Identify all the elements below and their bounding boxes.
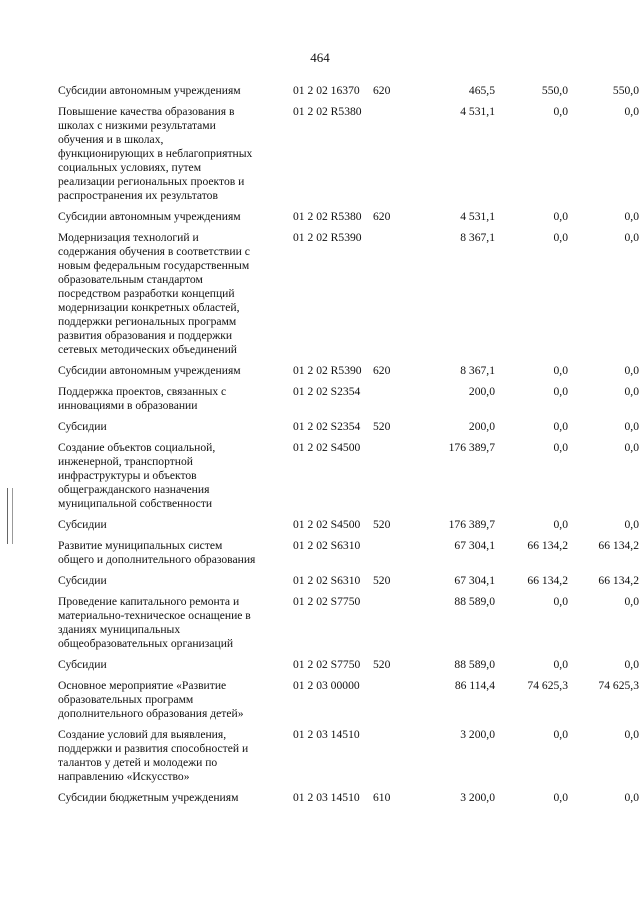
row-value-3: 74 625,3 — [598, 679, 639, 692]
table-row — [0, 518, 640, 532]
row-expense-type: 520 — [373, 574, 391, 587]
table-row — [0, 728, 640, 784]
row-expense-type — [373, 595, 397, 651]
row-code: 01 2 02 R5390 — [293, 364, 362, 377]
row-value-2: 0,0 — [553, 231, 568, 244]
row-expense-type — [373, 539, 397, 567]
table-row — [0, 441, 640, 511]
row-code: 01 2 02 R5380 — [293, 210, 362, 223]
row-code: 01 2 02 S4500 — [293, 518, 361, 531]
row-code: 01 2 02 R5390 — [293, 231, 362, 244]
row-name: Субсидии автономным учреждениям — [58, 364, 241, 377]
row-value-1: 86 114,4 — [454, 679, 495, 692]
row-value-1: 3 200,0 — [460, 728, 495, 741]
row-code: 01 2 03 00000 — [293, 679, 360, 692]
row-code: 01 2 02 S7750 — [293, 595, 361, 608]
row-value-3: 0,0 — [624, 210, 639, 223]
row-name: Субсидии — [58, 658, 107, 671]
table-row — [0, 791, 640, 805]
row-value-3: 0,0 — [624, 728, 639, 741]
row-value-2: 0,0 — [553, 441, 568, 454]
table-row — [0, 539, 640, 567]
table-row — [0, 595, 640, 651]
row-expense-type — [373, 105, 397, 203]
row-value-1: 176 389,7 — [448, 518, 495, 531]
table-row — [0, 385, 640, 413]
row-code: 01 2 02 S6310 — [293, 574, 361, 587]
row-value-2: 0,0 — [553, 210, 568, 223]
row-expense-type — [373, 679, 397, 721]
row-value-2: 66 134,2 — [527, 574, 568, 587]
row-value-1: 8 367,1 — [460, 364, 495, 377]
row-value-1: 88 589,0 — [454, 595, 495, 608]
row-value-1: 67 304,1 — [454, 539, 495, 552]
table-row — [0, 364, 640, 378]
row-expense-type: 520 — [373, 420, 391, 433]
row-value-2: 0,0 — [553, 105, 568, 118]
row-value-2: 550,0 — [541, 84, 568, 97]
row-value-1: 176 389,7 — [448, 441, 495, 454]
row-expense-type: 520 — [373, 518, 391, 531]
row-value-1: 8 367,1 — [460, 231, 495, 244]
page-number: 464 — [310, 50, 330, 65]
row-value-1: 465,5 — [468, 84, 495, 97]
row-name: Создание объектов социальной, инженерной, транспортной инфраструктуры и объектов общегражданского назначения муниципальной собственности — [58, 441, 216, 510]
row-value-3: 0,0 — [624, 791, 639, 804]
table-row — [0, 105, 640, 203]
row-code: 01 2 02 S7750 — [293, 658, 361, 671]
row-expense-type — [373, 728, 397, 784]
row-value-2: 66 134,2 — [527, 539, 568, 552]
row-value-3: 0,0 — [624, 658, 639, 671]
row-value-3: 550,0 — [612, 84, 639, 97]
row-name: Развитие муниципальных систем общего и дополнительного образования — [58, 539, 256, 566]
row-expense-type: 620 — [373, 210, 391, 223]
table-row — [0, 658, 640, 672]
row-code: 01 2 02 S2354 — [293, 385, 361, 398]
table-row — [0, 420, 640, 434]
table-row — [0, 679, 640, 721]
row-code: 01 2 02 16370 — [293, 84, 360, 97]
row-expense-type — [373, 231, 397, 357]
row-name: Субсидии автономным учреждениям — [58, 84, 241, 97]
row-name: Субсидии бюджетным учреждениям — [58, 791, 239, 804]
row-value-2: 0,0 — [553, 385, 568, 398]
row-name: Поддержка проектов, связанных с инновациями в образовании — [58, 385, 227, 412]
row-value-2: 0,0 — [553, 595, 568, 608]
row-code: 01 2 02 S4500 — [293, 441, 361, 454]
row-value-2: 0,0 — [553, 658, 568, 671]
row-name: Проведение капитального ремонта и материально-техническое оснащение в зданиях муниципальных общеобразовательных организаций — [58, 595, 251, 650]
row-expense-type: 620 — [373, 84, 391, 97]
row-value-2: 0,0 — [553, 518, 568, 531]
row-name: Модернизация технологий и содержания обучения в соответствии с новым федеральным государственным образовательным стандартом посредством разработки концепций модернизации конкретных областей, поддержки региональных программ развития образования и поддержки сетевых методических объединений — [58, 231, 250, 356]
row-name: Повышение качества образования в школах с низкими результатами обучения и в школах, функционирующих в неблагоприятных социальных условиях, путем реализации региональных проектов и распространения их результатов — [58, 105, 253, 202]
row-value-2: 0,0 — [553, 364, 568, 377]
row-value-3: 0,0 — [624, 231, 639, 244]
row-code: 01 2 02 R5380 — [293, 105, 362, 118]
row-value-3: 0,0 — [624, 595, 639, 608]
row-code: 01 2 02 S6310 — [293, 539, 361, 552]
row-value-1: 200,0 — [468, 385, 495, 398]
row-name: Субсидии — [58, 574, 107, 587]
row-value-1: 67 304,1 — [454, 574, 495, 587]
row-value-2: 0,0 — [553, 420, 568, 433]
row-value-3: 0,0 — [624, 105, 639, 118]
row-expense-type: 620 — [373, 364, 391, 377]
row-expense-type — [373, 385, 397, 413]
row-value-1: 200,0 — [468, 420, 495, 433]
row-code: 01 2 03 14510 — [293, 728, 360, 741]
row-value-2: 0,0 — [553, 728, 568, 741]
row-value-1: 4 531,1 — [460, 210, 495, 223]
row-value-3: 66 134,2 — [598, 539, 639, 552]
row-name: Субсидии автономным учреждениям — [58, 210, 241, 223]
row-name: Субсидии — [58, 420, 107, 433]
row-value-1: 4 531,1 — [460, 105, 495, 118]
row-value-2: 0,0 — [553, 791, 568, 804]
row-code: 01 2 02 S2354 — [293, 420, 361, 433]
budget-table — [0, 84, 640, 812]
row-value-1: 88 589,0 — [454, 658, 495, 671]
row-name: Основное мероприятие «Развитие образовательных программ дополнительного образования детей» — [58, 679, 244, 720]
row-expense-type: 520 — [373, 658, 391, 671]
table-row — [0, 84, 640, 98]
row-name: Субсидии — [58, 518, 107, 531]
row-value-3: 0,0 — [624, 364, 639, 377]
row-code: 01 2 03 14510 — [293, 791, 360, 804]
table-row — [0, 574, 640, 588]
table-row — [0, 231, 640, 357]
row-expense-type: 610 — [373, 791, 391, 804]
row-value-3: 66 134,2 — [598, 574, 639, 587]
row-name: Создание условий для выявления, поддержки и развития способностей и талантов у детей и молодежи по направлению «Искусство» — [58, 728, 249, 783]
row-value-1: 3 200,0 — [460, 791, 495, 804]
row-value-2: 74 625,3 — [527, 679, 568, 692]
row-expense-type — [373, 441, 397, 511]
row-value-3: 0,0 — [624, 420, 639, 433]
row-value-3: 0,0 — [624, 441, 639, 454]
table-row — [0, 210, 640, 224]
row-value-3: 0,0 — [624, 385, 639, 398]
row-value-3: 0,0 — [624, 518, 639, 531]
